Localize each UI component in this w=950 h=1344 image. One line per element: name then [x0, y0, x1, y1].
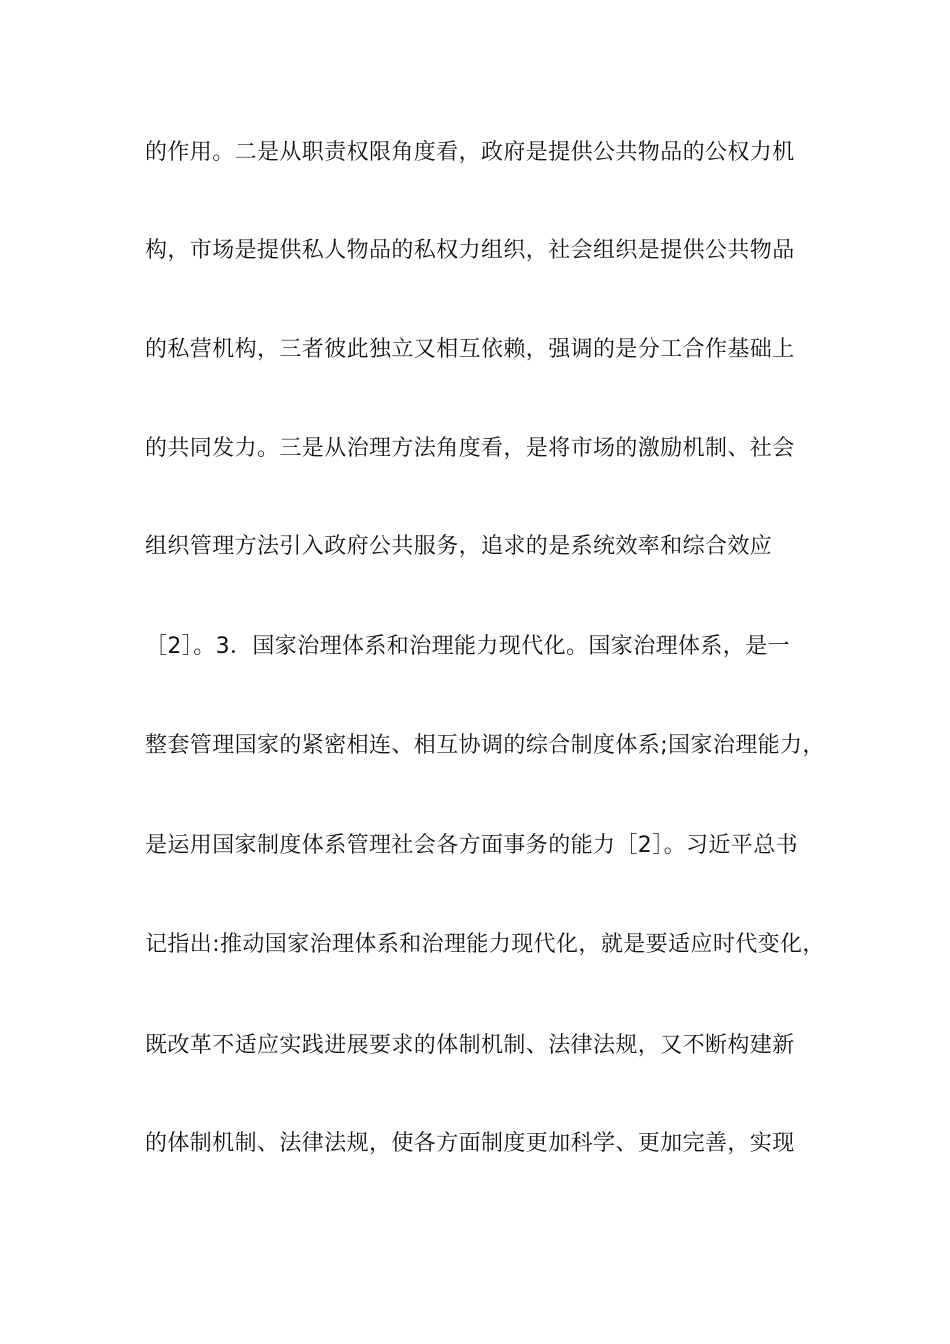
text-line: 组织管理方法引入政府公共服务，追求的是系统效率和综合效应 [145, 534, 773, 559]
text-line: 构，市场是提供私人物品的私权力组织，社会组织是提供公共物品 [145, 238, 795, 263]
text-line: 的私营机构，三者彼此独立又相互依赖，强调的是分工合作基础上 [145, 337, 795, 362]
text-line: ［2］。3．国家治理体系和治理能力现代化。国家治理体系，是一 [145, 634, 790, 659]
text-line: 既改革不适应实践进展要求的体制机制、法律法规，又不断构建新 [145, 1033, 795, 1058]
text-line: 是运用国家制度体系管理社会各方面事务的能力［2］。习近平总书 [145, 833, 798, 858]
text-line: 记指出:推动国家治理体系和治理能力现代化，就是要适应时代变化， [145, 932, 825, 957]
text-line: 的作用。二是从职责权限角度看，政府是提供公共物品的公权力机 [145, 140, 795, 165]
text-line: 的共同发力。三是从治理方法角度看，是将市场的激励机制、社会 [145, 436, 795, 461]
text-line: 的体制机制、法律法规，使各方面制度更加科学、更加完善，实现 [145, 1131, 795, 1156]
text-line: 整套管理国家的紧密相连、相互协调的综合制度体系;国家治理能力， [145, 733, 825, 758]
